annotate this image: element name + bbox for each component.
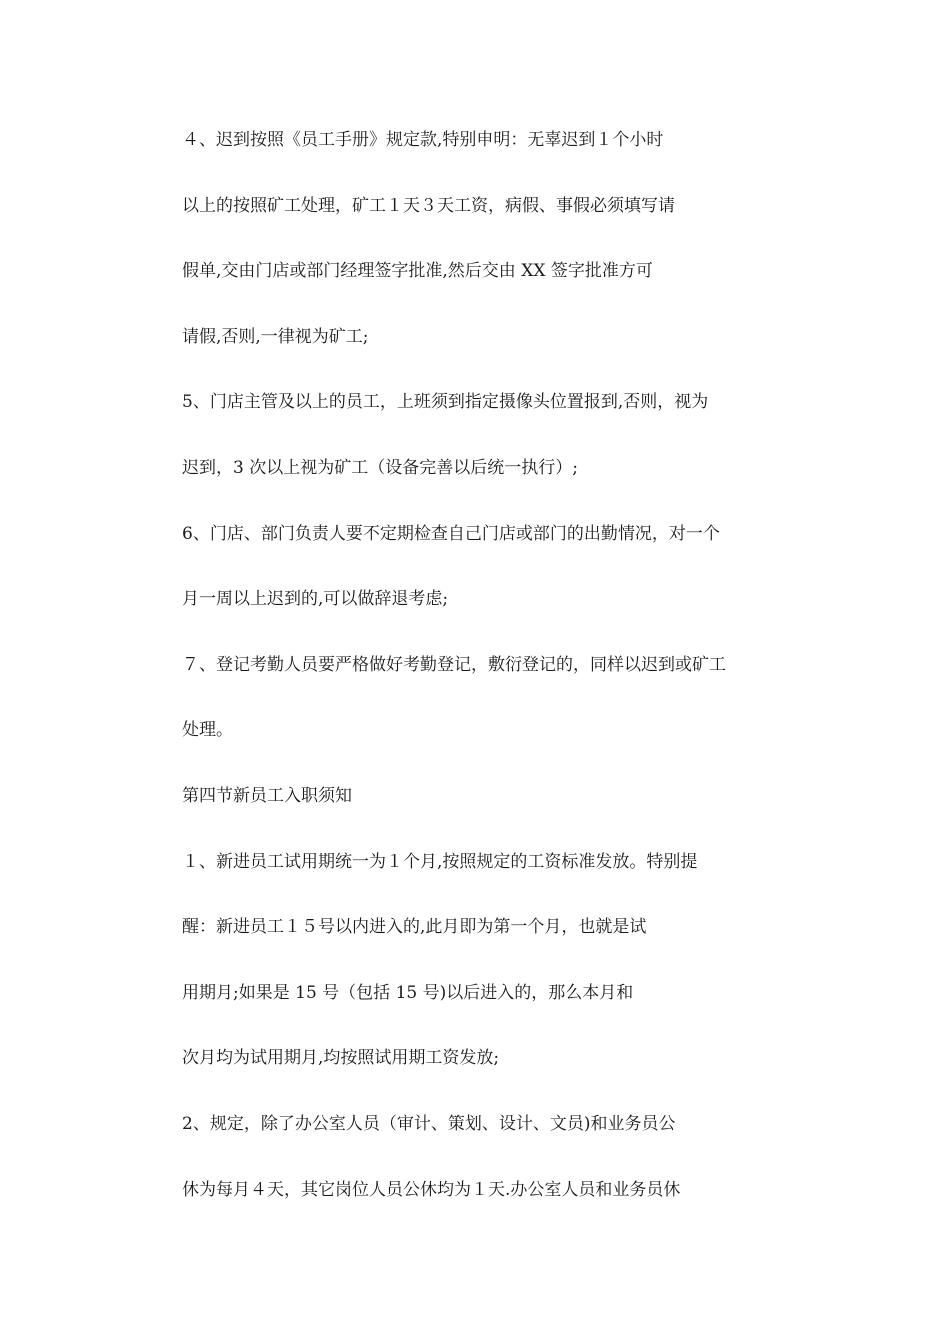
- text-line-2: 以上的按照矿工处理，矿工１天３天工资，病假、事假必须填写请: [182, 195, 675, 216]
- text-line-4: 请假,否则,一律视为矿工;: [182, 326, 369, 347]
- text-line-7: 6、门店、部门负责人要不定期检查自己门店或部门的出勤情况，对一个: [182, 523, 720, 544]
- text-line-3: 假单,交由门店或部门经理签字批准,然后交由 XX 签字批准方可: [182, 261, 653, 282]
- text-line-5: 5、门店主管及以上的员工，上班须到指定摄像头位置报到,否则，视为: [182, 392, 709, 413]
- text-line-15: 次月均为试用期月,均按照试用期工资发放;: [182, 1048, 500, 1069]
- section-heading: 第四节新员工入职须知: [182, 785, 352, 806]
- text-line-10: 处理。: [182, 720, 233, 741]
- text-line-12: １、新进员工试用期统一为１个月,按照规定的工资标准发放。特别提: [182, 851, 698, 872]
- text-line-8: 月一周以上迟到的,可以做辞退考虑;: [182, 589, 449, 610]
- text-line-9: ７、登记考勤人员要严格做好考勤登记，敷衍登记的，同样以迟到或矿工: [182, 654, 726, 675]
- document-body: [182, 120, 822, 1235]
- text-line-6: 迟到，3 次以上视为矿工（设备完善以后统一执行）;: [182, 457, 578, 478]
- text-line-17: 休为每月４天，其它岗位人员公休均为１天.办公室人员和业务员休: [182, 1179, 681, 1200]
- text-line-14: 用期月;如果是 15 号（包括 15 号)以后进入的，那么本月和: [182, 982, 634, 1003]
- text-line-16: 2、规定，除了办公室人员（审计、策划、设计、文员)和业务员公: [182, 1113, 676, 1134]
- text-line-1: ４、迟到按照《员工手册》规定款,特别申明：无辜迟到１个小时: [182, 130, 664, 150]
- text-line-13: 醒：新进员工１５号以内进入的,此月即为第一个月，也就是试: [182, 917, 647, 938]
